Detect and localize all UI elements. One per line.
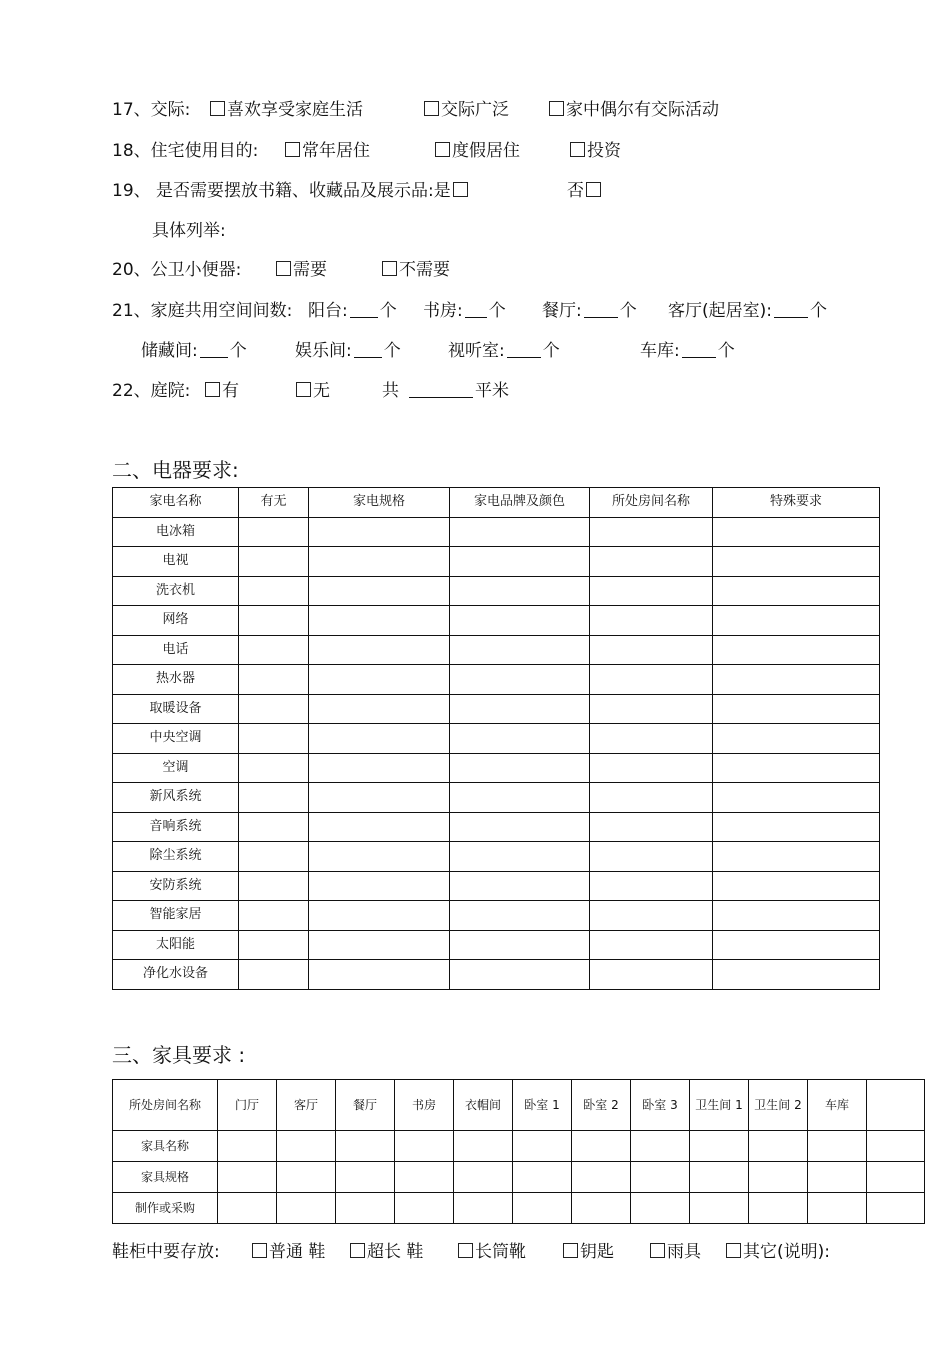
appliance-input-cell[interactable] <box>450 635 590 665</box>
appliance-input-cell[interactable] <box>713 960 880 990</box>
appliance-input-cell[interactable] <box>450 547 590 577</box>
checkbox-icon[interactable] <box>382 261 397 276</box>
appliance-input-cell[interactable] <box>713 812 880 842</box>
appliance-input-cell[interactable] <box>450 694 590 724</box>
furniture-row-label: 家具规格 <box>113 1162 218 1193</box>
q17-option-1[interactable]: 喜欢享受家庭生活 <box>210 99 363 121</box>
appliance-input-cell[interactable] <box>713 753 880 783</box>
checkbox-icon[interactable] <box>586 182 601 197</box>
checkbox-icon[interactable] <box>296 382 311 397</box>
appliance-input-cell[interactable] <box>309 930 450 960</box>
appliance-name-cell: 网络 <box>113 606 239 636</box>
appliance-header-cell: 家电品牌及颜色 <box>450 488 590 518</box>
appliance-input-cell[interactable] <box>239 812 309 842</box>
appliance-input-cell[interactable] <box>450 724 590 754</box>
appliance-input-cell[interactable] <box>450 960 590 990</box>
checkbox-icon[interactable] <box>210 101 225 116</box>
appliance-row <box>113 547 880 577</box>
appliance-input-cell[interactable] <box>450 753 590 783</box>
furniture-input-cell[interactable] <box>690 1193 749 1224</box>
appliance-input-cell[interactable] <box>450 665 590 695</box>
appliance-input-cell[interactable] <box>309 724 450 754</box>
appliance-row <box>113 842 880 872</box>
dining-blank[interactable] <box>584 301 618 318</box>
appliance-row <box>113 783 880 813</box>
checkbox-icon[interactable] <box>563 1243 578 1258</box>
furniture-input-cell[interactable] <box>808 1131 867 1162</box>
appliance-header-cell: 有无 <box>239 488 309 518</box>
storage-blank[interactable] <box>200 341 228 358</box>
appliance-input-cell[interactable] <box>450 901 590 931</box>
appliance-row <box>113 960 880 990</box>
appliance-input-cell[interactable] <box>590 960 713 990</box>
appliance-row <box>113 694 880 724</box>
appliance-input-cell[interactable] <box>239 665 309 695</box>
furniture-table <box>112 1079 925 1224</box>
appliance-row <box>113 576 880 606</box>
q19-yes[interactable]: 19、 是否需要摆放书籍、收藏品及展示品:是 <box>112 180 470 202</box>
q21-dining[interactable]: 餐厅: 个 <box>542 301 637 321</box>
appliance-name-cell: 太阳能 <box>113 930 239 960</box>
furniture-header-cell <box>867 1080 925 1131</box>
furniture-input-cell[interactable] <box>454 1162 513 1193</box>
appliance-input-cell[interactable] <box>590 812 713 842</box>
appliance-name-cell: 智能家居 <box>113 901 239 931</box>
appliance-input-cell[interactable] <box>450 871 590 901</box>
appliance-input-cell[interactable] <box>309 842 450 872</box>
appliance-input-cell[interactable] <box>713 783 880 813</box>
appliance-input-cell[interactable] <box>239 871 309 901</box>
furniture-header-cell: 卧室 1 <box>513 1080 572 1131</box>
appliance-name-cell: 新风系统 <box>113 783 239 813</box>
appliance-input-cell[interactable] <box>713 547 880 577</box>
furniture-input-cell[interactable] <box>749 1131 808 1162</box>
appliance-input-cell[interactable] <box>713 576 880 606</box>
appliance-row <box>113 930 880 960</box>
appliance-input-cell[interactable] <box>450 783 590 813</box>
furniture-header-cell: 书房 <box>395 1080 454 1131</box>
appliance-row <box>113 812 880 842</box>
appliance-input-cell[interactable] <box>309 753 450 783</box>
appliance-input-cell[interactable] <box>713 842 880 872</box>
appliance-input-cell[interactable] <box>309 871 450 901</box>
appliance-input-cell[interactable] <box>590 871 713 901</box>
q17-option-3[interactable]: 家中偶尔有交际活动 <box>549 99 719 121</box>
furniture-input-cell[interactable] <box>572 1131 631 1162</box>
furniture-row <box>113 1162 925 1193</box>
appliance-name-cell: 空调 <box>113 753 239 783</box>
appliance-name-cell: 洗衣机 <box>113 576 239 606</box>
appliance-input-cell[interactable] <box>309 606 450 636</box>
furniture-row-label: 制作或采购 <box>113 1193 218 1224</box>
furniture-input-cell[interactable] <box>336 1193 395 1224</box>
furniture-header-cell: 门厅 <box>218 1080 277 1131</box>
checkbox-icon[interactable] <box>570 142 585 157</box>
furniture-input-cell[interactable] <box>631 1162 690 1193</box>
checkbox-icon[interactable] <box>549 101 564 116</box>
appliance-row <box>113 606 880 636</box>
furniture-input-cell[interactable] <box>513 1131 572 1162</box>
appliance-row <box>113 753 880 783</box>
appliance-input-cell[interactable] <box>309 812 450 842</box>
appliance-input-cell[interactable] <box>450 576 590 606</box>
appliance-input-cell[interactable] <box>590 606 713 636</box>
furniture-input-cell[interactable] <box>690 1162 749 1193</box>
furniture-header-cell: 客厅 <box>277 1080 336 1131</box>
appliance-row <box>113 871 880 901</box>
appliance-row <box>113 517 880 547</box>
appliance-input-cell[interactable] <box>713 665 880 695</box>
appliance-input-cell[interactable] <box>309 665 450 695</box>
appliance-input-cell[interactable] <box>239 930 309 960</box>
appliance-input-cell[interactable] <box>713 606 880 636</box>
shoe-label: 鞋柜中要存放: <box>112 1242 220 1262</box>
appliance-input-cell[interactable] <box>450 812 590 842</box>
appliance-table <box>112 487 880 990</box>
appliance-input-cell[interactable] <box>590 665 713 695</box>
q21-storage[interactable]: 储藏间: 个 <box>141 341 247 361</box>
furniture-input-cell[interactable] <box>336 1131 395 1162</box>
appliance-input-cell[interactable] <box>450 842 590 872</box>
appliance-input-cell[interactable] <box>450 930 590 960</box>
appliance-input-cell[interactable] <box>309 576 450 606</box>
appliance-input-cell[interactable] <box>590 842 713 872</box>
furniture-input-cell[interactable] <box>336 1162 395 1193</box>
appliance-name-cell: 除尘系统 <box>113 842 239 872</box>
furniture-header-cell: 车库 <box>808 1080 867 1131</box>
checkbox-icon[interactable] <box>726 1243 741 1258</box>
furniture-row <box>113 1131 925 1162</box>
appliance-input-cell[interactable] <box>239 576 309 606</box>
appliance-input-cell[interactable] <box>239 606 309 636</box>
furniture-input-cell[interactable] <box>808 1193 867 1224</box>
furniture-input-cell[interactable] <box>454 1131 513 1162</box>
furniture-input-cell[interactable] <box>277 1193 336 1224</box>
furniture-header-cell: 衣帽间 <box>454 1080 513 1131</box>
furniture-input-cell[interactable] <box>808 1162 867 1193</box>
q18-option-2[interactable]: 度假居住 <box>435 140 520 162</box>
furniture-header-cell: 卧室 2 <box>572 1080 631 1131</box>
appliance-input-cell[interactable] <box>239 783 309 813</box>
checkbox-icon[interactable] <box>453 182 468 197</box>
appliance-row <box>113 665 880 695</box>
furniture-row <box>113 1193 925 1224</box>
furniture-header-cell: 卫生间 1 <box>690 1080 749 1131</box>
appliance-input-cell[interactable] <box>713 517 880 547</box>
appliance-name-cell: 电视 <box>113 547 239 577</box>
furniture-input-cell[interactable] <box>454 1193 513 1224</box>
checkbox-icon[interactable] <box>252 1243 267 1258</box>
appliance-input-cell[interactable] <box>239 694 309 724</box>
appliance-name-cell: 热水器 <box>113 665 239 695</box>
furniture-input-cell[interactable] <box>395 1131 454 1162</box>
furniture-input-cell[interactable] <box>395 1193 454 1224</box>
q22-label: 22、庭院: <box>112 381 191 401</box>
appliance-input-cell[interactable] <box>590 783 713 813</box>
furniture-header-cell: 卧室 3 <box>631 1080 690 1131</box>
section-2-title: 二、电器要求: <box>112 458 239 482</box>
study-blank[interactable] <box>465 301 487 318</box>
q21-label: 21、家庭共用空间间数: <box>112 301 293 321</box>
appliance-input-cell[interactable] <box>590 930 713 960</box>
appliance-input-cell[interactable] <box>309 517 450 547</box>
appliance-input-cell[interactable] <box>590 753 713 783</box>
appliance-input-cell[interactable] <box>239 753 309 783</box>
shoe-option-4[interactable]: 钥匙 <box>563 1241 614 1263</box>
appliance-header-cell: 所处房间名称 <box>590 488 713 518</box>
appliance-name-cell: 净化水设备 <box>113 960 239 990</box>
q22-no[interactable]: 无 <box>296 380 330 402</box>
checkbox-icon[interactable] <box>205 382 220 397</box>
furniture-header-cell: 餐厅 <box>336 1080 395 1131</box>
appliance-header-cell: 家电规格 <box>309 488 450 518</box>
q21-entertainment[interactable]: 娱乐间: 个 <box>295 341 401 361</box>
q20-option-2[interactable]: 不需要 <box>382 259 450 281</box>
furniture-input-cell[interactable] <box>218 1162 277 1193</box>
q22-yes[interactable]: 有 <box>205 380 239 402</box>
appliance-input-cell[interactable] <box>309 783 450 813</box>
appliance-input-cell[interactable] <box>713 694 880 724</box>
furniture-input-cell[interactable] <box>867 1131 925 1162</box>
q21-av-room[interactable]: 视听室: 个 <box>448 341 560 361</box>
furniture-input-cell[interactable] <box>749 1193 808 1224</box>
appliance-input-cell[interactable] <box>713 724 880 754</box>
appliance-name-cell: 电冰箱 <box>113 517 239 547</box>
appliance-input-cell[interactable] <box>309 960 450 990</box>
checkbox-icon[interactable] <box>458 1243 473 1258</box>
furniture-input-cell[interactable] <box>395 1162 454 1193</box>
appliance-row <box>113 901 880 931</box>
q18-option-3[interactable]: 投资 <box>570 140 621 162</box>
shoe-option-2[interactable]: 超长 鞋 <box>350 1241 423 1263</box>
q20-option-1[interactable]: 需要 <box>276 259 327 281</box>
q21-study[interactable]: 书房: 个 <box>423 301 506 321</box>
appliance-row <box>113 724 880 754</box>
checkbox-icon[interactable] <box>276 261 291 276</box>
furniture-input-cell[interactable] <box>218 1193 277 1224</box>
q17-label: 17、交际: <box>112 100 191 120</box>
appliance-input-cell[interactable] <box>239 724 309 754</box>
furniture-input-cell[interactable] <box>218 1131 277 1162</box>
appliance-input-cell[interactable] <box>309 547 450 577</box>
checkbox-icon[interactable] <box>435 142 450 157</box>
appliance-input-cell[interactable] <box>309 901 450 931</box>
q17-option-2[interactable]: 交际广泛 <box>424 99 509 121</box>
appliance-name-cell: 音响系统 <box>113 812 239 842</box>
appliance-input-cell[interactable] <box>713 871 880 901</box>
appliance-header-cell: 特殊要求 <box>713 488 880 518</box>
appliance-input-cell[interactable] <box>309 694 450 724</box>
appliance-header-row <box>113 488 880 518</box>
appliance-input-cell[interactable] <box>713 901 880 931</box>
appliance-input-cell[interactable] <box>713 635 880 665</box>
appliance-input-cell[interactable] <box>590 547 713 577</box>
shoe-option-3[interactable]: 长筒靴 <box>458 1241 526 1263</box>
furniture-input-cell[interactable] <box>572 1162 631 1193</box>
furniture-header-cell: 卫生间 2 <box>749 1080 808 1131</box>
appliance-input-cell[interactable] <box>239 547 309 577</box>
checkbox-icon[interactable] <box>350 1243 365 1258</box>
appliance-name-cell: 中央空调 <box>113 724 239 754</box>
entertainment-blank[interactable] <box>354 341 382 358</box>
furniture-input-cell[interactable] <box>690 1131 749 1162</box>
appliance-name-cell: 安防系统 <box>113 871 239 901</box>
appliance-input-cell[interactable] <box>590 517 713 547</box>
living-blank[interactable] <box>774 301 808 318</box>
appliance-header-cell: 家电名称 <box>113 488 239 518</box>
garage-blank[interactable] <box>682 341 716 358</box>
appliance-input-cell[interactable] <box>590 724 713 754</box>
shoe-option-6[interactable]: 其它(说明): <box>726 1241 830 1263</box>
checkbox-icon[interactable] <box>424 101 439 116</box>
appliance-input-cell[interactable] <box>239 635 309 665</box>
furniture-input-cell[interactable] <box>867 1162 925 1193</box>
shoe-option-1[interactable]: 普通 鞋 <box>252 1241 325 1263</box>
appliance-input-cell[interactable] <box>713 930 880 960</box>
checkbox-icon[interactable] <box>285 142 300 157</box>
q22-total[interactable]: 共 平米 <box>382 381 509 401</box>
balcony-blank[interactable] <box>350 301 378 318</box>
q18-label: 18、住宅使用目的: <box>112 141 259 161</box>
furniture-row-label: 家具名称 <box>113 1131 218 1162</box>
shoe-option-5[interactable]: 雨具 <box>650 1241 701 1263</box>
section-3-title: 三、家具要求 : <box>112 1043 246 1067</box>
furniture-input-cell[interactable] <box>513 1162 572 1193</box>
appliance-input-cell[interactable] <box>590 694 713 724</box>
q18-option-1[interactable]: 常年居住 <box>285 140 370 162</box>
q21-living[interactable]: 客厅(起居室): 个 <box>668 301 827 321</box>
area-blank[interactable] <box>409 381 473 398</box>
appliance-name-cell: 电话 <box>113 635 239 665</box>
furniture-input-cell[interactable] <box>277 1131 336 1162</box>
checkbox-icon[interactable] <box>650 1243 665 1258</box>
appliance-input-cell[interactable] <box>450 517 590 547</box>
appliance-input-cell[interactable] <box>239 901 309 931</box>
q19-detail-label: 具体列举: <box>152 221 226 241</box>
appliance-input-cell[interactable] <box>590 635 713 665</box>
appliance-input-cell[interactable] <box>239 517 309 547</box>
furniture-header-cell: 所处房间名称 <box>113 1080 218 1131</box>
q21-balcony[interactable]: 阳台: 个 <box>308 301 397 321</box>
furniture-input-cell[interactable] <box>277 1162 336 1193</box>
furniture-header-row <box>113 1080 925 1131</box>
appliance-row <box>113 635 880 665</box>
q21-garage[interactable]: 车库: 个 <box>640 341 735 361</box>
appliance-input-cell[interactable] <box>239 960 309 990</box>
appliance-input-cell[interactable] <box>590 576 713 606</box>
furniture-input-cell[interactable] <box>631 1131 690 1162</box>
q19-no[interactable]: 否 <box>567 180 603 202</box>
appliance-input-cell[interactable] <box>590 901 713 931</box>
furniture-input-cell[interactable] <box>513 1193 572 1224</box>
appliance-name-cell: 取暖设备 <box>113 694 239 724</box>
appliance-input-cell[interactable] <box>239 842 309 872</box>
furniture-input-cell[interactable] <box>631 1193 690 1224</box>
furniture-input-cell[interactable] <box>867 1193 925 1224</box>
av-room-blank[interactable] <box>507 341 541 358</box>
furniture-input-cell[interactable] <box>749 1162 808 1193</box>
appliance-input-cell[interactable] <box>309 635 450 665</box>
appliance-input-cell[interactable] <box>450 606 590 636</box>
q20-label: 20、公卫小便器: <box>112 260 242 280</box>
furniture-input-cell[interactable] <box>572 1193 631 1224</box>
